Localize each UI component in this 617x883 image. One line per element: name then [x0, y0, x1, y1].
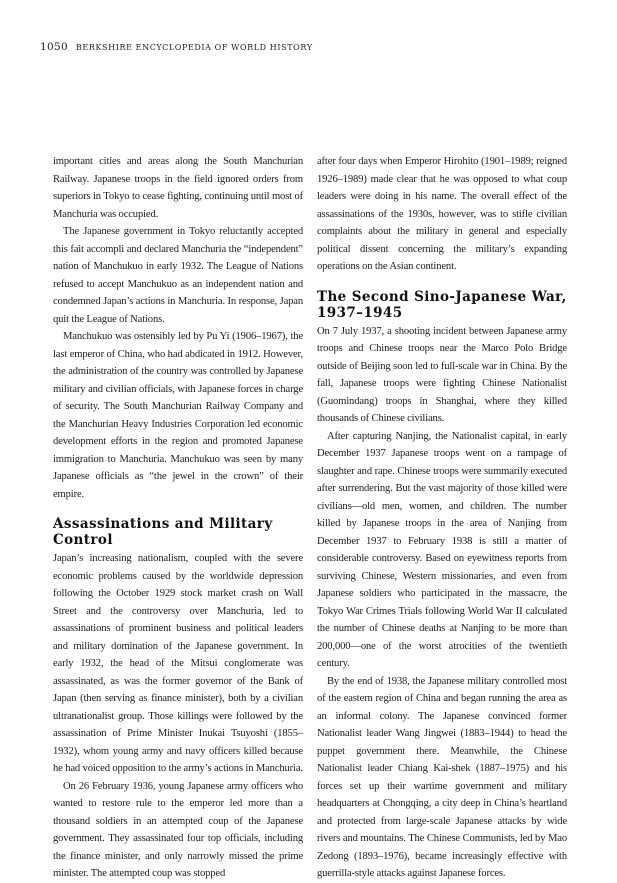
paragraph: The Japanese government in Tokyo reluctantly accepted this fait accompli and declared Manchuria the “independent” nation of Manchukuo in early 1932. The League of Nations refused to accept Manchukuo as an independent nation and condemned Japan’s actions in Manchuria. In response, Japan quit the League of Nations.	[53, 226, 303, 325]
paragraph: By the end of 1938, the Japanese military controlled most of the eastern region of China and began running the area as an informal colony. The Japanese convinced former Nationalist leader Wang Jingwei (1883–1944) to head the puppet government there. Meanwhile, the Chinese Nationalist leader Chiang Kai-shek (1887–1975) and his forces set up their wartime government and military headquarters at Chongqing, a city deep in China’s heartland and protected from large-scale Japanese attacks by wide rivers and mountains. The Chinese Communists, led by Mao Zedong (1893–1976), became increasingly effective with guerrilla-style attacks against Japanese forces.	[317, 675, 567, 879]
section-heading: The Second Sino-Japanese War, 1937–1945	[317, 288, 567, 321]
section-heading: Assassinations and Military Control	[53, 516, 273, 548]
paragraph: Manchukuo was ostensibly led by Pu Yi (1906–1967), the last emperor of China, who had abdicated in 1912. However, the administration of the country was controlled by Japanese military and civilian officials, with Japanese forces in charge of security. The South Manchurian Railway Company and the Manchurian Heavy Industries Corporation led economic development efforts in the region and promoted Japanese immigration to Manchuria. Manchukuo was seen by many Japanese officials as “the jewel in the crown” of their empire.	[53, 331, 303, 500]
left-column	[53, 153, 303, 883]
paragraph: important cities and areas along the South Manchurian Railway. Japanese troops in the field ignored orders from superiors in Tokyo to cease fighting, continuing until most of Manchuria was occupied.	[53, 156, 303, 220]
paragraph: After capturing Nanjing, the Nationalist capital, in early December 1937 Japanese troops went on a rampage of slaughter and rape. Chinese troops were summarily executed after surrendering. But the vast majority of those killed were civilians—old men, women, and children. The number killed by Japanese troops in the area of Nanjing from December 1937 to February 1938 is still a matter of considerable controversy. Based on eyewitness reports from surviving Chinese, Western missionaries, and even from Japanese soldiers who participated in the massacre, the Tokyo War Crimes Trials following World War II calculated the number of Chinese deaths at Nanjing to be more than 200,000—one of the worst atrocities of the twentieth century.	[317, 430, 567, 669]
paragraph: On 7 July 1937, a shooting incident between Japanese army troops and Chinese troops near the Marco Polo Bridge outside of Beijing soon led to full-scale war in China. By the fall, Japanese troops were fighting Chinese Nationalist (Guomindang) troops in Shanghai, where they killed thousands of Chinese civilians.	[317, 325, 567, 424]
paragraph: after four days when Emperor Hirohito (1901–1989; reigned 1926–1989) made clear that he was opposed to what coup leaders were doing in his name. The overall effect of the assassinations of the 1930s, however, was to stifle civilian complaints about the military in general and especially political dissent concerning the military’s expanding operations on the Asian continent.	[317, 156, 567, 272]
book-title: BERKSHIRE ENCYCLOPEDIA OF WORLD HISTORY	[75, 43, 313, 52]
paragraph: Japan’s increasing nationalism, coupled with the severe economic problems caused by the worldwide depression following the October 1929 stock market crash on Wall Street and the controversy over Manchuria, led to assassinations of prominent business and political leaders and military domination of the Japanese government. In early 1932, the head of the Mitsui conglomerate was assassinated, as was the former governor of the Bank of Japan (then serving as finance minister), both by a civilian ultranationalist group. Those killings were followed by the assassination of Prime Minister Inukai Tsuyoshi (1855–1932), whom young army and navy officers killed because he had voiced opposition to the army’s actions in Manchuria.	[53, 553, 303, 774]
running-head	[40, 37, 313, 55]
right-column	[317, 153, 567, 883]
paragraph: On 26 February 1936, young Japanese army officers who wanted to restore rule to the emperor led more than a thousand soldiers in an attempted coup of the Japanese government. They assassinated four top officials, including the finance minister, and only narrowly missed the prime minister. The attempted coup was stopped	[53, 780, 303, 879]
page-number: 1050	[40, 41, 68, 53]
